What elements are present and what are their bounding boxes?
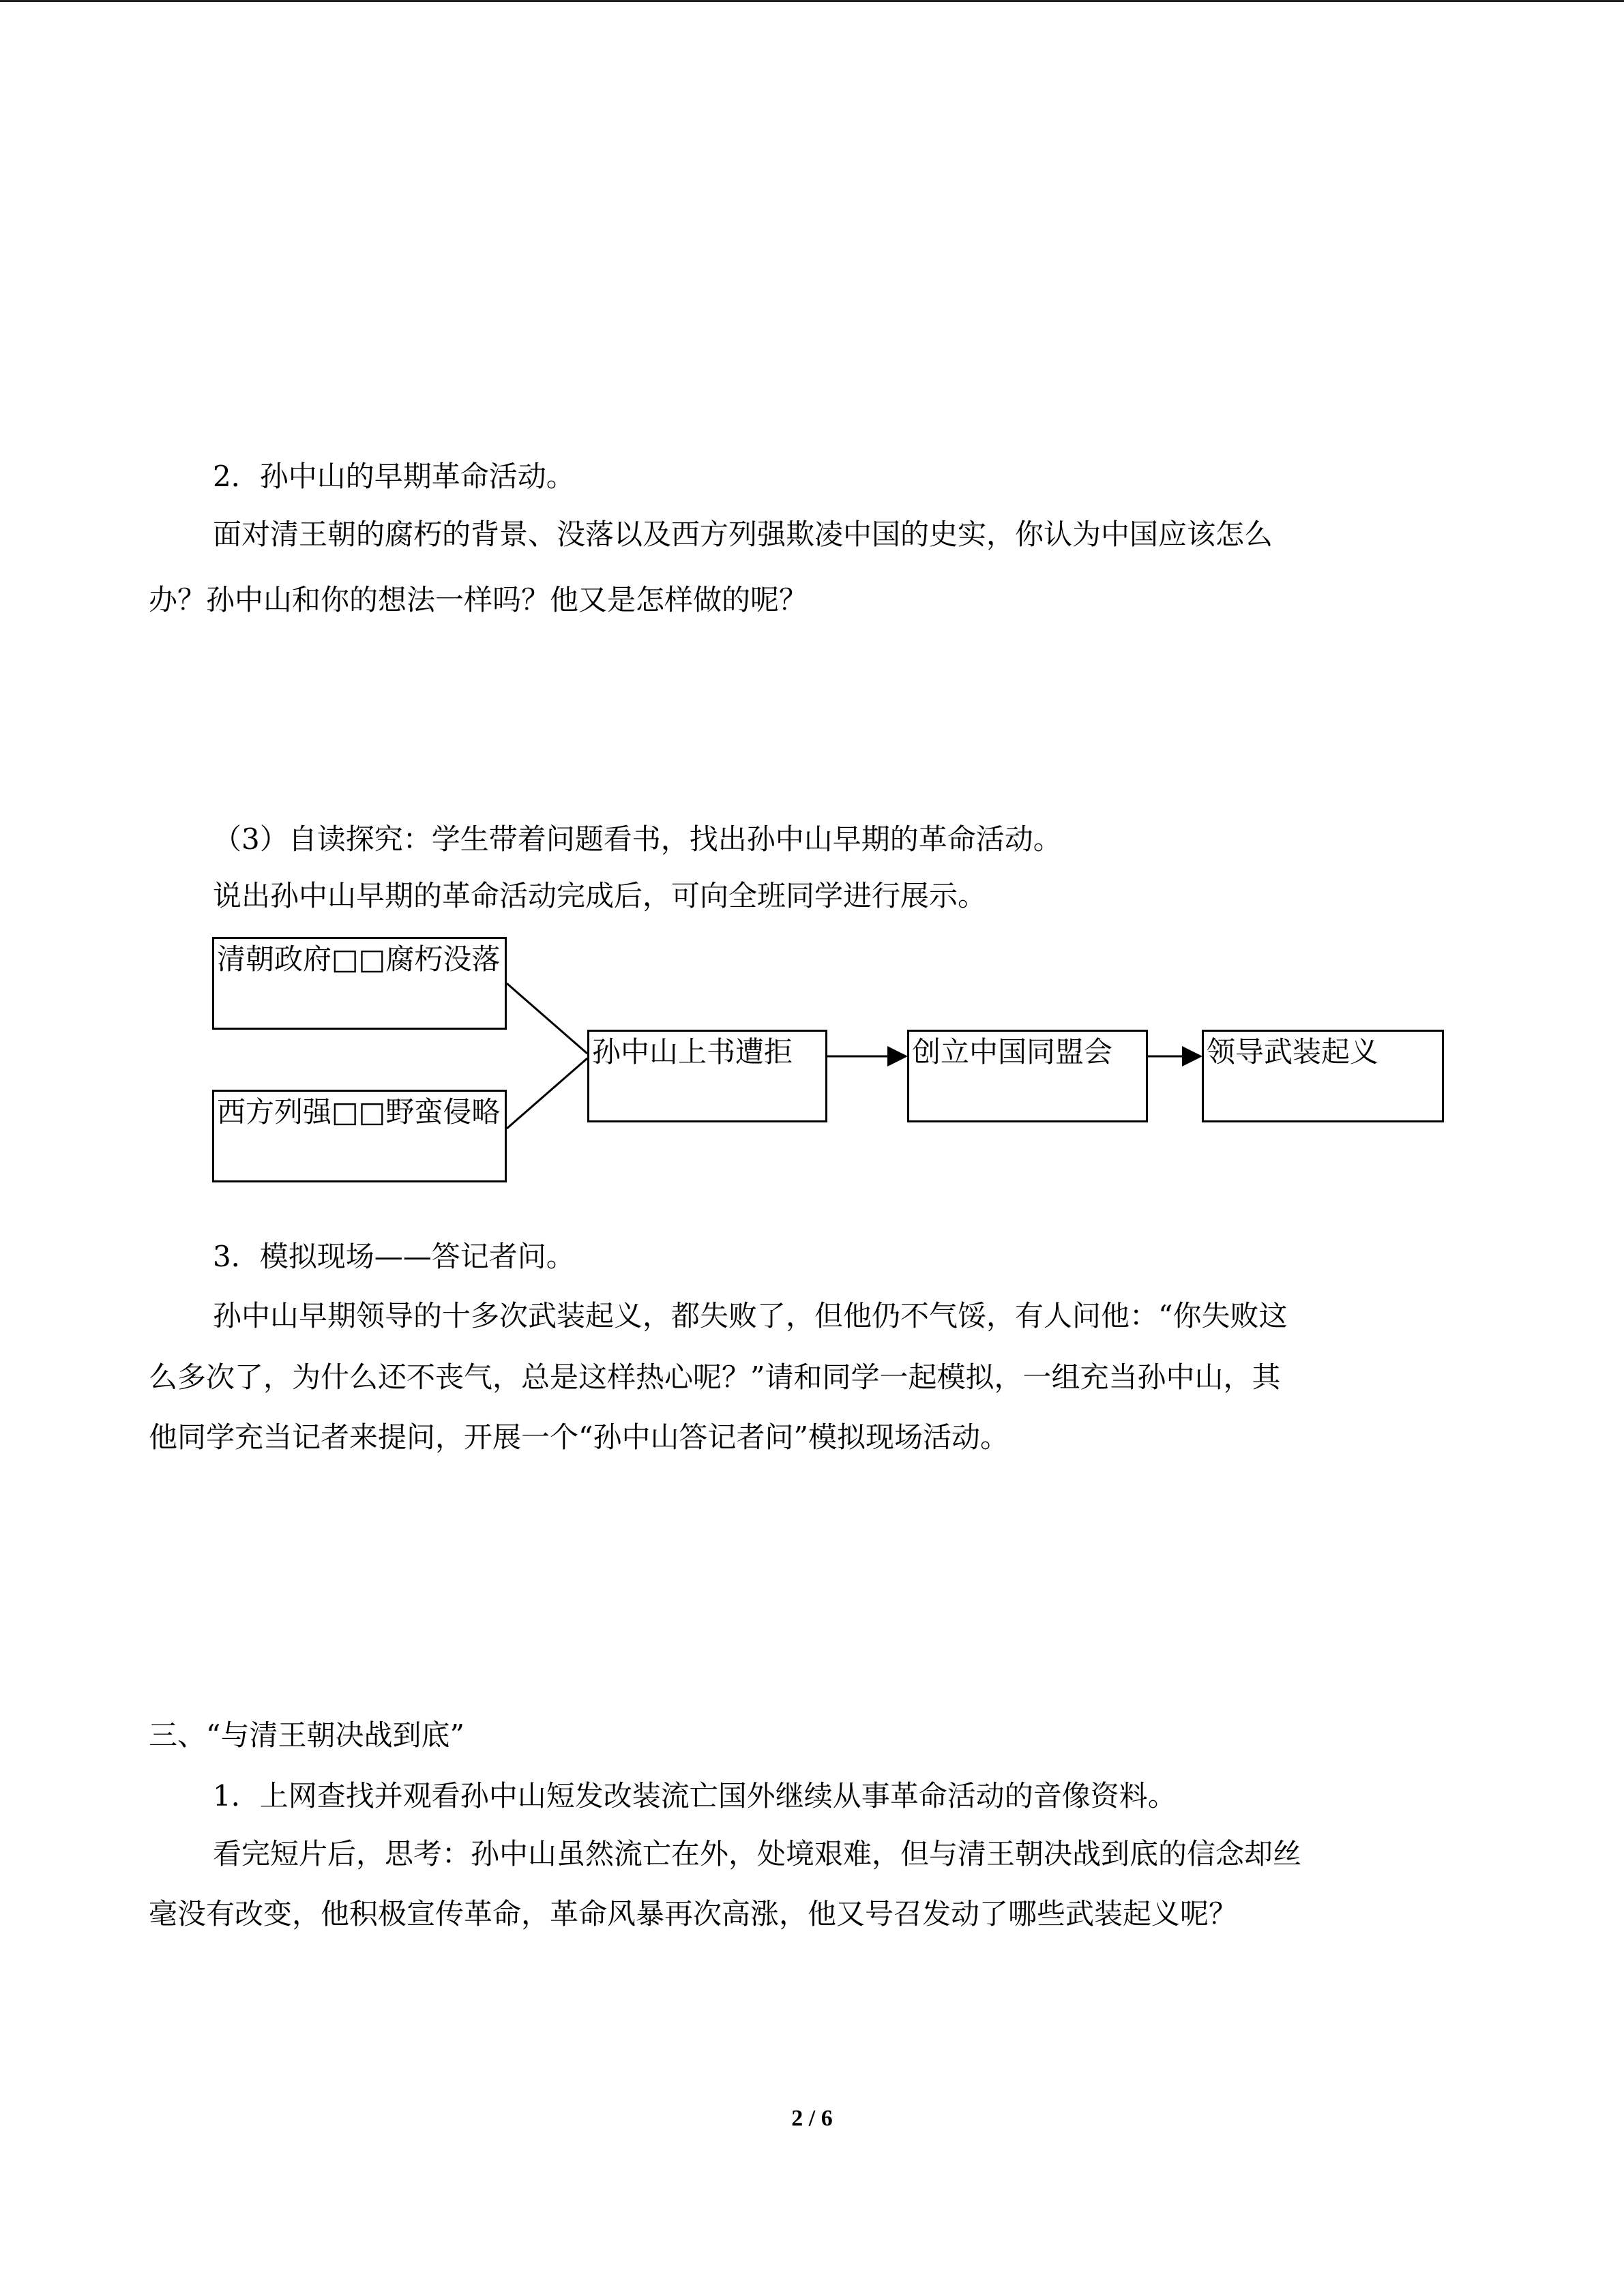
cause-box-western-powers — [212, 1090, 507, 1182]
cause-box-qing-government — [212, 937, 507, 1030]
page-number: 2 / 6 — [791, 2106, 833, 2131]
step-box-petition-rejected — [587, 1030, 827, 1122]
step-box-tongmenghui-text: 创立中国同盟会 — [912, 1035, 1113, 1069]
section-3-text-line2: 么多次了，为什么还不丧气，总是这样热心呢？”请和同学一起模拟，一组充当孙中山，其 — [149, 1360, 1281, 1394]
connector-cause2-to-step1 — [507, 1058, 587, 1129]
step-box-armed-uprisings — [1202, 1030, 1444, 1122]
section-2-text-line1: 面对清王朝的腐朽的背景、没落以及西方列强欺凌中国的史实，你认为中国应该怎么 — [213, 518, 1273, 551]
step-box-petition-rejected-text: 孙中山上书遭拒 — [592, 1035, 793, 1069]
section-3-text-line3: 他同学充当记者来提问，开展一个“孙中山答记者问”模拟现场活动。 — [149, 1420, 1009, 1454]
self-study-line2: 说出孙中山早期的革命活动完成后，可向全班同学进行展示。 — [213, 879, 987, 912]
connector-cause1-to-step1 — [507, 983, 587, 1054]
top-border-line — [0, 0, 1624, 2]
cause-box-qing-government-text: 清朝政府□□腐朽没落 — [217, 942, 501, 976]
part-3-text-line2: 毫没有改变，他积极宣传革命，革命风暴再次高涨，他又号召发动了哪些武装起义呢？ — [149, 1897, 1238, 1930]
section-2-text-line2: 办？孙中山和你的想法一样吗？他又是怎样做的呢？ — [149, 583, 808, 616]
section-3-text-line1: 孙中山早期领导的十多次武装起义，都失败了，但他仍不气馁，有人问他：“你失败这 — [213, 1299, 1288, 1332]
step-box-armed-uprisings-text: 领导武装起义 — [1207, 1035, 1379, 1069]
part-3-text-line1: 看完短片后，思考：孙中山虽然流亡在外，处境艰难，但与清王朝决战到底的信念却丝 — [213, 1837, 1302, 1870]
section-3-heading: 3．模拟现场——答记者问。 — [213, 1240, 575, 1273]
part-3-item1: 1．上网查找并观看孙中山短发改装流亡国外继续从事革命活动的音像资料。 — [213, 1779, 1177, 1813]
cause-box-western-powers-text: 西方列强□□野蛮侵略 — [217, 1095, 501, 1129]
section-2-heading: 2．孙中山的早期革命活动。 — [213, 460, 575, 493]
self-study-line1: （3）自读探究：学生带着问题看书，找出孙中山早期的革命活动。 — [213, 822, 1062, 856]
step-box-tongmenghui — [907, 1030, 1148, 1122]
part-3-heading: 三、“与清王朝决战到底” — [149, 1718, 464, 1752]
